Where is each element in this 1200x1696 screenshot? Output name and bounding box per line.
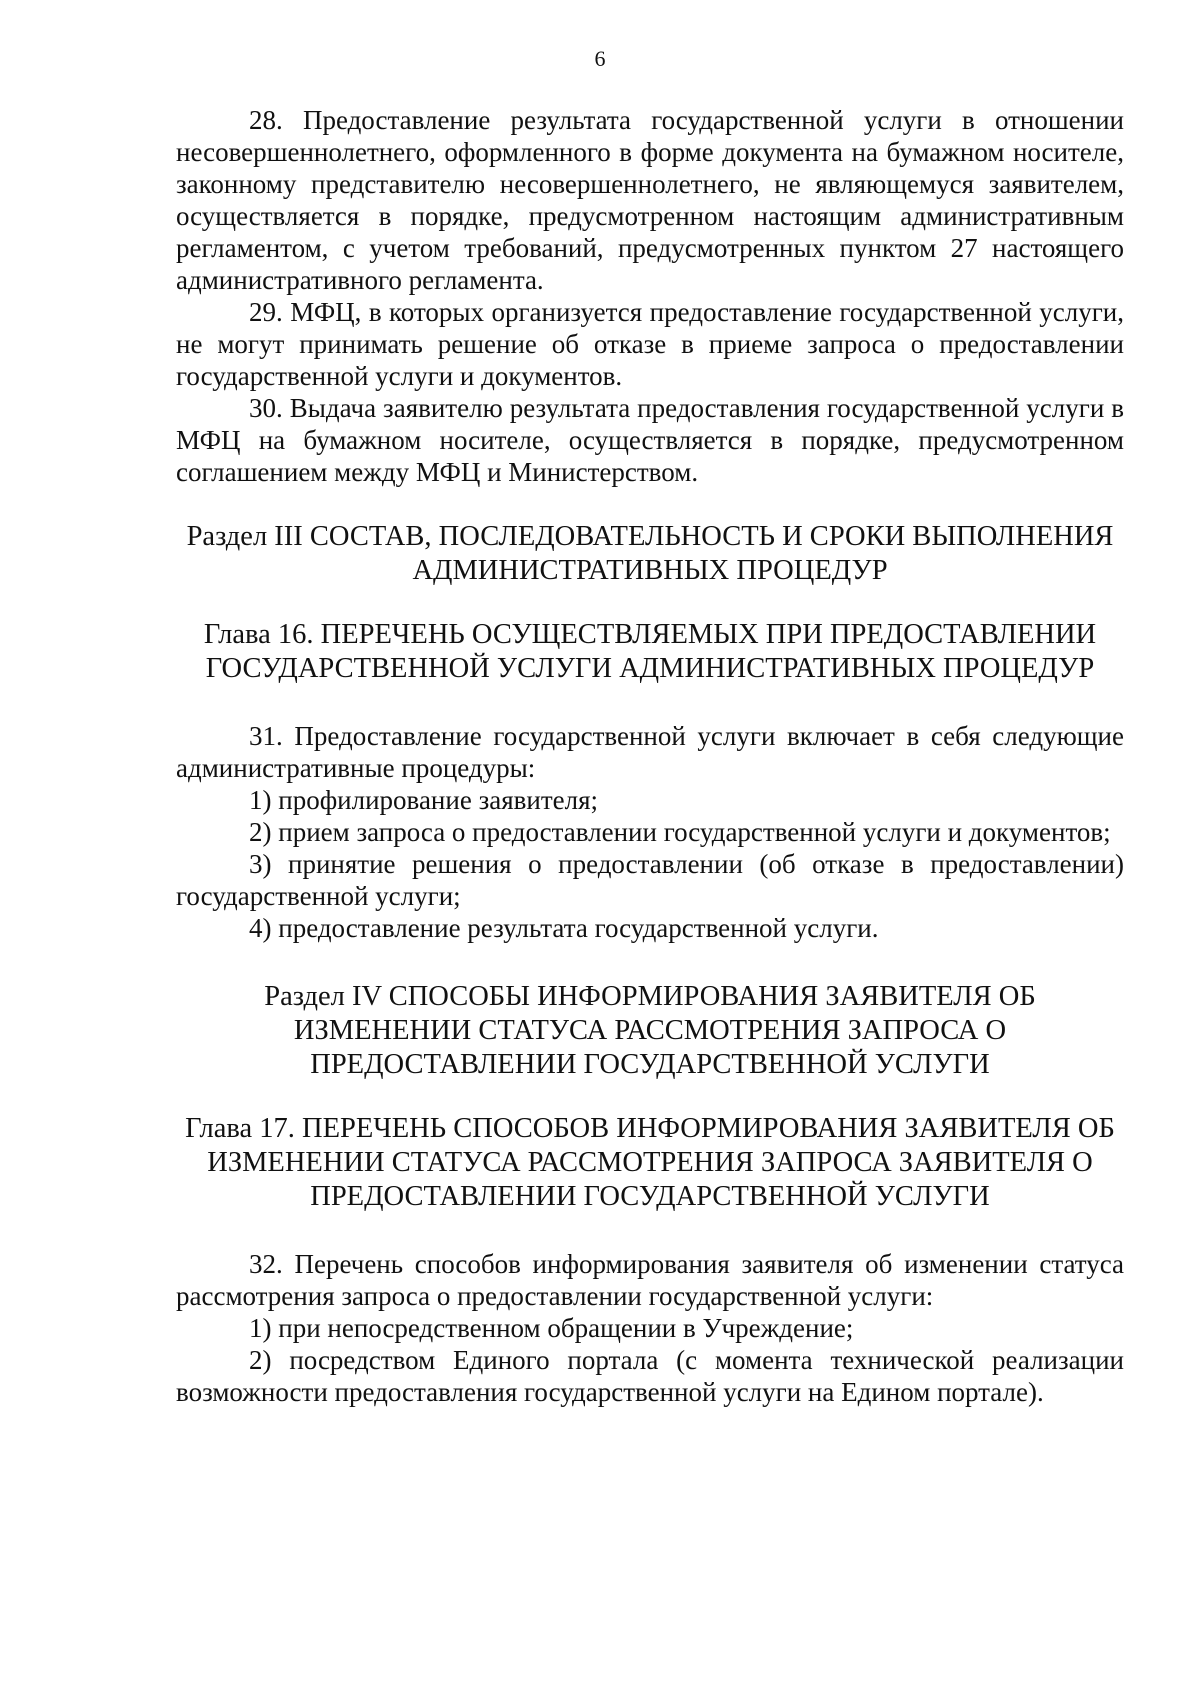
chapter-16-heading-line: ГОСУДАРСТВЕННОЙ УСЛУГИ АДМИНИСТРАТИВНЫХ ПРОЦЕДУР: [205, 653, 1095, 684]
chapter-17-heading-line: ПРЕДОСТАВЛЕНИИ ГОСУДАРСТВЕННОЙ УСЛУГИ: [310, 1181, 990, 1212]
section-4-heading-line: ПРЕДОСТАВЛЕНИИ ГОСУДАРСТВЕННОЙ УСЛУГИ: [310, 1049, 990, 1080]
list-item: 4) предоставление результата государственной услуги.: [249, 913, 879, 943]
section-4-heading-line: ИЗМЕНЕНИИ СТАТУСА РАССМОТРЕНИЯ ЗАПРОСА О: [293, 1015, 1007, 1046]
list-item: 1) при непосредственном обращении в Учреждение;: [249, 1313, 854, 1343]
section-3-heading-line: АДМИНИСТРАТИВНЫХ ПРОЦЕДУР: [412, 555, 888, 586]
chapter-17-heading: [176, 1112, 1124, 1214]
page-number: 6: [594, 46, 606, 71]
list-item: 1) профилирование заявителя;: [249, 785, 599, 815]
paragraph-31: 31. Предоставление государственной услуги включает в себя следующие административные процедуры:: [176, 721, 1124, 783]
chapter-16-heading: [176, 618, 1124, 686]
section-3-heading: [176, 520, 1124, 588]
list-item: 3) принятие решения о предоставлении (об отказе в предоставлении) государственной услуги;: [176, 849, 1124, 911]
chapter-16-heading-line: Глава 16. ПЕРЕЧЕНЬ ОСУЩЕСТВЛЯЕМЫХ ПРИ ПРЕДОСТАВЛЕНИИ: [203, 619, 1097, 650]
paragraph-29: 29. МФЦ, в которых организуется предоставление государственной услуги, не могут принимать решение об отказе в приеме запроса о предоставлении государственной услуги и документов.: [176, 297, 1124, 391]
document-body: [176, 104, 1124, 1408]
paragraph-32: 32. Перечень способов информирования заявителя об изменении статуса рассмотрения запроса о предоставлении государственной услуги:: [176, 1249, 1124, 1311]
list-item: 2) прием запроса о предоставлении государственной услуги и документов;: [249, 817, 1111, 847]
chapter-17-heading-line: Глава 17. ПЕРЕЧЕНЬ СПОСОБОВ ИНФОРМИРОВАНИЯ ЗАЯВИТЕЛЯ ОБ: [185, 1113, 1115, 1144]
chapter-17-heading-line: ИЗМЕНЕНИИ СТАТУСА РАССМОТРЕНИЯ ЗАПРОСА ЗАЯВИТЕЛЯ О: [207, 1147, 1093, 1178]
paragraph-30: 30. Выдача заявителю результата предоставления государственной услуги в МФЦ на бумажном носителе, осуществляется в порядке, предусмотренном соглашением между МФЦ и Министерством.: [176, 393, 1124, 487]
section-3-heading-line: Раздел III СОСТАВ, ПОСЛЕДОВАТЕЛЬНОСТЬ И СРОКИ ВЫПОЛНЕНИЯ: [186, 521, 1114, 552]
list-item: 2) посредством Единого портала (с момента технической реализации возможности предоставления государственной услуги на Едином портале).: [176, 1345, 1124, 1407]
section-4-heading: [176, 980, 1124, 1082]
paragraph-28: 28. Предоставление результата государственной услуги в отношении несовершеннолетнего, оформленного в форме документа на бумажном носителе, законному представителю несовершеннолетнего, не являющемуся заявителем, осуществляется в порядке, предусмотренном настоящим административным регламентом, с учетом требований, предусмотренных пунктом 27 настоящего административного регламента.: [176, 105, 1124, 295]
section-4-heading-line: Раздел IV СПОСОБЫ ИНФОРМИРОВАНИЯ ЗАЯВИТЕЛЯ ОБ: [264, 981, 1036, 1012]
